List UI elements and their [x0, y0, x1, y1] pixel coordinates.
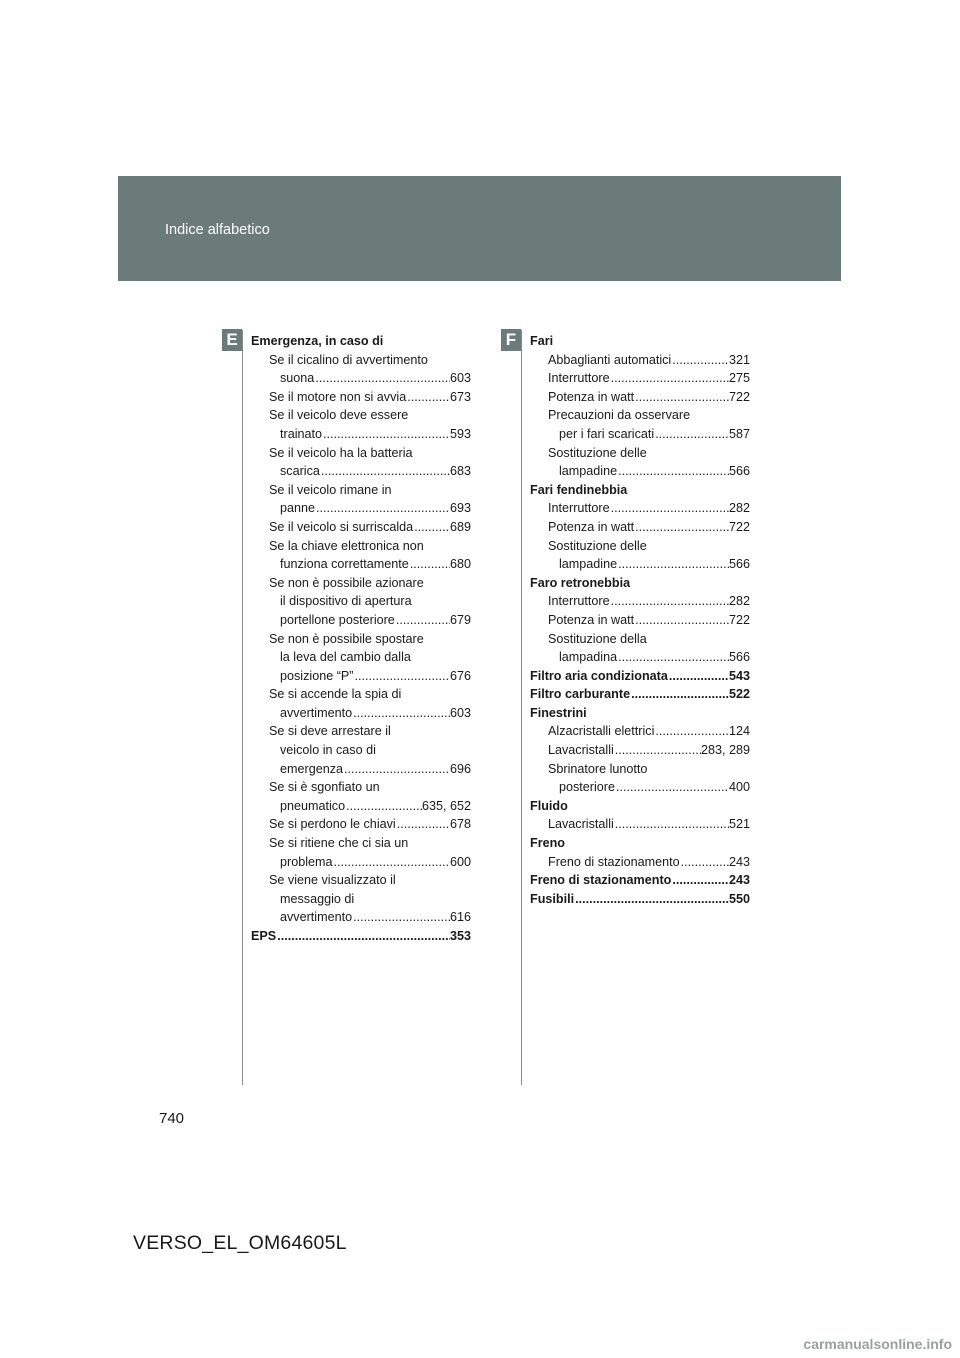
- index-entry-page: 243: [728, 854, 750, 869]
- index-entry-text: Freno di stazionamento: [530, 873, 672, 888]
- index-entry: [251, 630, 471, 649]
- dot-leader: [671, 351, 729, 370]
- index-entry: [530, 592, 750, 611]
- letter-tab-f: F: [501, 329, 521, 351]
- dot-leader: [610, 592, 729, 611]
- dot-leader: [345, 797, 422, 816]
- dot-leader: [614, 741, 701, 760]
- index-entry-page: 616: [449, 910, 471, 925]
- index-entry-page: 676: [449, 668, 471, 683]
- index-entry-page: 275: [728, 371, 750, 386]
- index-entry: [530, 834, 750, 853]
- index-entry: [251, 815, 471, 834]
- index-entry: [251, 871, 471, 890]
- index-entry-text: per i fari scaricati: [559, 426, 655, 441]
- dot-leader: [671, 871, 729, 890]
- section-title: Indice alfabetico: [165, 222, 270, 238]
- index-entry: [530, 462, 750, 481]
- dot-leader: [574, 890, 729, 909]
- index-entry: [530, 853, 750, 872]
- index-entry-text: Freno di stazionamento: [548, 854, 680, 869]
- index-entry: [251, 555, 471, 574]
- dot-leader: [610, 369, 729, 388]
- index-entry: [251, 667, 471, 686]
- index-entry: [251, 778, 471, 797]
- dot-leader: [352, 908, 450, 927]
- index-entry-page: 722: [728, 612, 750, 627]
- index-entry: [251, 722, 471, 741]
- index-entry-page: 673: [449, 389, 471, 404]
- index-entry-page: 282: [728, 501, 750, 516]
- index-entry-text: Se si ritiene che ci sia un: [269, 836, 409, 851]
- page-number: 740: [159, 1110, 185, 1127]
- index-entry: [530, 406, 750, 425]
- dot-leader: [409, 555, 450, 574]
- index-entry-page: 722: [728, 389, 750, 404]
- index-entry-text: Se non è possibile azionare: [269, 575, 424, 590]
- index-entry: [251, 388, 471, 407]
- index-entry-text: il dispositivo di apertura: [280, 594, 412, 609]
- index-entry: [530, 611, 750, 630]
- index-entry-text: Fusibili: [530, 891, 575, 906]
- index-entry: [530, 667, 750, 686]
- index-entry: [251, 574, 471, 593]
- index-entry-text: Fari: [530, 334, 554, 348]
- index-entry-text: trainato: [280, 426, 323, 441]
- dot-leader: [395, 611, 450, 630]
- index-entry-text: Se viene visualizzato il: [269, 873, 396, 888]
- dot-leader: [614, 815, 729, 834]
- index-entry-text: EPS: [251, 929, 277, 943]
- index-entry-page: 722: [728, 519, 750, 534]
- watermark: carmanualsonline.info: [803, 1336, 952, 1352]
- index-entry: [251, 537, 471, 556]
- index-entry-text: lampadine: [559, 557, 618, 572]
- index-entry: [251, 592, 471, 611]
- dot-leader: [396, 815, 450, 834]
- index-entry-text: Emergenza, in caso di: [251, 334, 384, 348]
- index-entry-text: avvertimento: [280, 705, 353, 720]
- index-entry-text: Se il veicolo deve essere: [269, 408, 409, 423]
- index-entry: [251, 797, 471, 816]
- index-entry-text: funziona correttamente: [280, 557, 409, 572]
- index-entry-text: emergenza: [280, 761, 344, 776]
- index-entry-page: 603: [449, 371, 471, 386]
- index-entry: [530, 815, 750, 834]
- index-entry-text: Potenza in watt: [548, 519, 635, 534]
- index-column-right: [530, 332, 750, 908]
- index-entry: [251, 890, 471, 909]
- index-entry-text: Precauzioni da osservare: [548, 408, 691, 423]
- section-header: [118, 176, 841, 281]
- index-column-left: [251, 332, 471, 946]
- index-entry-page: 321: [728, 352, 750, 367]
- index-entry-text: Finestrini: [530, 705, 587, 720]
- index-entry-text: messaggio di: [280, 891, 355, 906]
- index-entry: [530, 481, 750, 500]
- index-entry-text: Se il motore non si avvia: [269, 389, 407, 404]
- index-entry: [251, 481, 471, 500]
- index-entry: [251, 462, 471, 481]
- index-entry-text: scarica: [280, 464, 320, 479]
- index-entry-text: Se si perdono le chiavi: [269, 817, 396, 832]
- dot-leader: [406, 388, 450, 407]
- index-entry-text: Se il veicolo rimane in: [269, 482, 392, 497]
- index-entry: [251, 444, 471, 463]
- index-entry-text: Fari fendinebbia: [530, 482, 628, 497]
- dot-leader: [668, 667, 729, 686]
- index-entry: [251, 853, 471, 872]
- index-entry-text: Lavacristalli: [548, 743, 614, 758]
- dot-leader: [634, 518, 729, 537]
- index-entry-page: 282: [728, 594, 750, 609]
- dot-leader: [610, 499, 729, 518]
- index-entry-text: Filtro aria condizionata: [530, 668, 668, 683]
- index-entry-page: 603: [449, 705, 471, 720]
- index-entry: [251, 425, 471, 444]
- dot-leader: [615, 778, 729, 797]
- dot-leader: [320, 462, 450, 481]
- index-entry: [251, 908, 471, 927]
- index-entry-text: Fluido: [530, 798, 568, 813]
- index-entry-text: la leva del cambio dalla: [280, 650, 411, 665]
- index-entry-text: Faro retronebbia: [530, 575, 631, 590]
- index-entry-text: lampadine: [559, 464, 618, 479]
- index-entry: [251, 834, 471, 853]
- dot-leader: [413, 518, 450, 537]
- left-column-divider: [242, 330, 243, 1085]
- index-entry-page: 587: [728, 426, 750, 441]
- index-entry: [251, 499, 471, 518]
- index-entry: [530, 351, 750, 370]
- index-entry: [251, 369, 471, 388]
- dot-leader: [634, 611, 729, 630]
- index-entry-page: 593: [449, 426, 471, 441]
- index-entry-text: Filtro carburante: [530, 687, 631, 702]
- index-entry-page: 635, 652: [421, 798, 471, 813]
- index-entry: [530, 797, 750, 816]
- dot-leader: [654, 722, 729, 741]
- index-entry: [530, 518, 750, 537]
- index-entry: [251, 518, 471, 537]
- index-entry-text: veicolo in caso di: [280, 743, 376, 758]
- index-entry-text: Se non è possibile spostare: [269, 631, 424, 646]
- index-entry-text: Freno: [530, 836, 565, 851]
- right-column-divider: [521, 330, 522, 1085]
- letter-tab-e: E: [222, 329, 242, 351]
- index-entry-page: 400: [728, 780, 750, 795]
- index-entry-page: 689: [449, 519, 471, 534]
- index-entry: [251, 351, 471, 370]
- index-entry: [530, 648, 750, 667]
- index-entry: [530, 574, 750, 593]
- index-entry: [530, 555, 750, 574]
- index-entry-text: Sbrinatore lunotto: [548, 761, 648, 776]
- index-entry: [530, 685, 750, 704]
- index-entry-page: 679: [449, 612, 471, 627]
- index-entry: [251, 685, 471, 704]
- index-entry-text: Sostituzione della: [548, 631, 647, 646]
- index-entry-text: avvertimento: [280, 910, 353, 925]
- dot-leader: [315, 499, 450, 518]
- index-entry-text: Se si deve arrestare il: [269, 724, 391, 739]
- dot-leader: [680, 853, 729, 872]
- index-entry-page: 521: [728, 817, 750, 832]
- index-entry: [530, 778, 750, 797]
- index-entry-page: 696: [449, 761, 471, 776]
- dot-leader: [333, 853, 450, 872]
- index-entry-text: Potenza in watt: [548, 389, 635, 404]
- index-entry-text: Abbaglianti automatici: [548, 352, 672, 367]
- index-entry-text: Interruttore: [548, 594, 610, 609]
- index-entry-text: suona: [280, 371, 315, 386]
- dot-leader: [314, 369, 450, 388]
- index-entry-text: pneumatico: [280, 798, 346, 813]
- index-entry-page: 550: [728, 891, 750, 906]
- index-entry: [530, 704, 750, 723]
- index-entry: [251, 927, 471, 946]
- dot-leader: [617, 555, 729, 574]
- index-entry-page: 243: [728, 873, 750, 888]
- index-entry-text: panne: [280, 501, 316, 516]
- dot-leader: [343, 760, 450, 779]
- index-entry: [530, 630, 750, 649]
- index-entry: [530, 760, 750, 779]
- index-entry-text: portellone posteriore: [280, 612, 395, 627]
- dot-leader: [617, 648, 729, 667]
- index-entry-page: 566: [728, 557, 750, 572]
- index-entry-text: Se il cicalino di avvertimento: [269, 352, 428, 367]
- dot-leader: [654, 425, 729, 444]
- index-entry: [530, 722, 750, 741]
- index-entry-page: 693: [449, 501, 471, 516]
- index-entry: [530, 890, 750, 909]
- index-entry-page: 680: [449, 557, 471, 572]
- index-entry: [251, 406, 471, 425]
- index-entry-page: 543: [728, 668, 750, 683]
- index-entry: [530, 871, 750, 890]
- index-entry: [251, 332, 471, 351]
- index-entry-text: Interruttore: [548, 371, 610, 386]
- dot-leader: [630, 685, 729, 704]
- index-entry: [530, 388, 750, 407]
- index-entry: [530, 499, 750, 518]
- index-entry-page: 683: [449, 464, 471, 479]
- index-entry-text: problema: [280, 854, 333, 869]
- index-entry: [251, 741, 471, 760]
- index-entry-page: 600: [449, 854, 471, 869]
- index-entry-text: Potenza in watt: [548, 612, 635, 627]
- index-entry-text: Se si accende la spia di: [269, 687, 402, 702]
- index-entry: [530, 369, 750, 388]
- index-entry-page: 124: [728, 724, 750, 739]
- index-entry-page: 566: [728, 650, 750, 665]
- dot-leader: [354, 667, 450, 686]
- dot-leader: [322, 425, 450, 444]
- index-entry: [530, 332, 750, 351]
- index-entry-text: posizione “P”: [280, 668, 354, 683]
- index-entry: [251, 760, 471, 779]
- index-entry-text: Se si è sgonfiato un: [269, 780, 380, 795]
- index-entry-text: Se la chiave elettronica non: [269, 538, 424, 553]
- dot-leader: [352, 704, 450, 723]
- index-entry-text: Se il veicolo si surriscalda: [269, 519, 414, 534]
- index-entry: [251, 648, 471, 667]
- index-entry-text: Interruttore: [548, 501, 610, 516]
- index-entry-page: 283, 289: [700, 743, 750, 758]
- dot-leader: [276, 927, 450, 946]
- index-entry-text: Se il veicolo ha la batteria: [269, 445, 413, 460]
- index-entry-text: Sostituzione delle: [548, 445, 647, 460]
- index-entry-page: 353: [449, 929, 471, 943]
- dot-leader: [617, 462, 729, 481]
- index-entry: [251, 704, 471, 723]
- index-entry: [530, 537, 750, 556]
- index-entry-text: Alzacristalli elettrici: [548, 724, 655, 739]
- index-entry-text: Sostituzione delle: [548, 538, 647, 553]
- index-entry: [530, 741, 750, 760]
- index-entry: [530, 425, 750, 444]
- index-entry-page: 566: [728, 464, 750, 479]
- index-entry-page: 678: [449, 817, 471, 832]
- index-entry-text: Lavacristalli: [548, 817, 614, 832]
- index-entry-text: lampadina: [559, 650, 618, 665]
- index-entry: [530, 444, 750, 463]
- index-entry-text: posteriore: [559, 780, 616, 795]
- dot-leader: [634, 388, 729, 407]
- document-code: VERSO_EL_OM64605L: [133, 1232, 347, 1254]
- index-entry-page: 522: [728, 687, 750, 702]
- index-entry: [251, 611, 471, 630]
